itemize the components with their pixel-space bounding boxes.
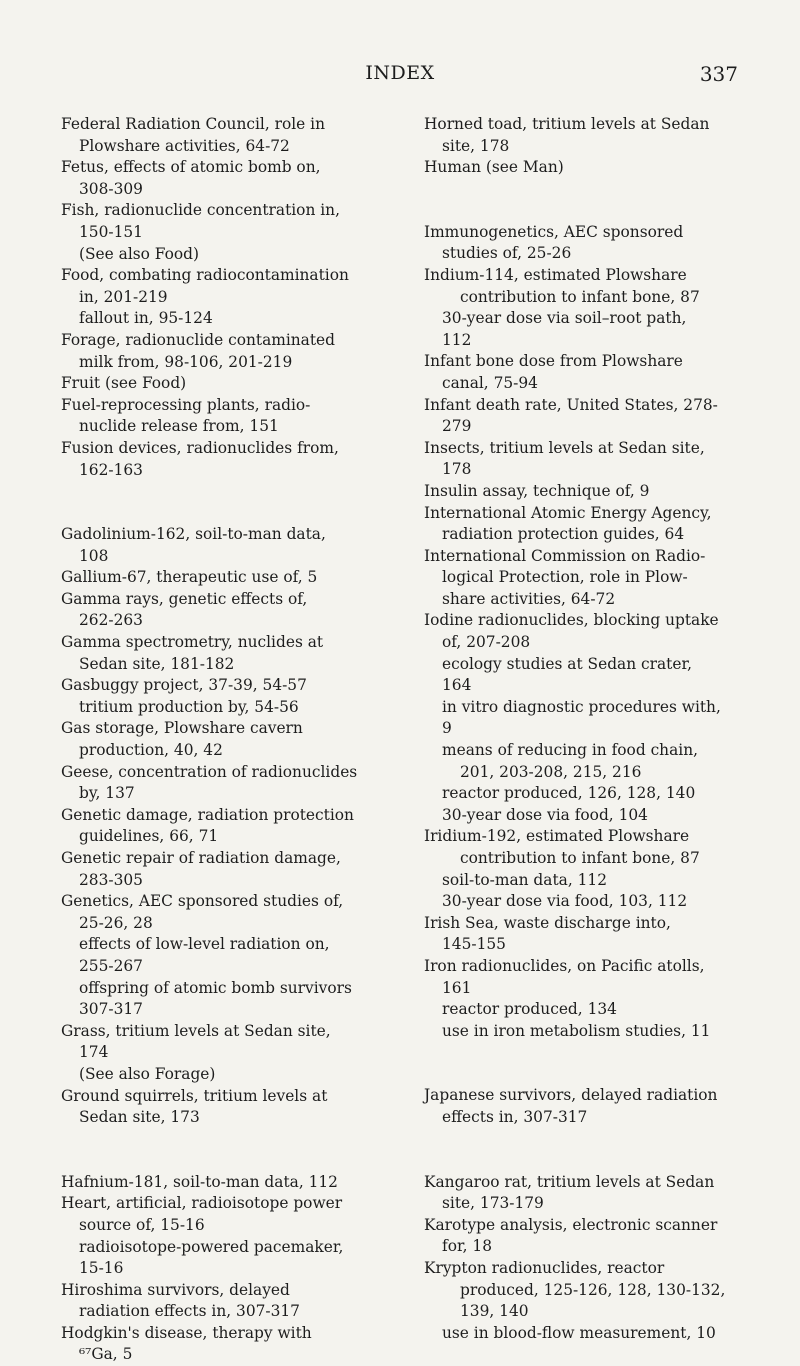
index-subentry: 30-year dose via soil–root path,: [442, 309, 687, 328]
index-entry: Fruit (see Food): [61, 374, 187, 393]
index-entry: Iodine radionuclides, blocking uptake: [424, 611, 719, 630]
index-entry: Forage, radionuclide contaminated: [61, 330, 336, 349]
index-column-left: [61, 114, 401, 1366]
index-entry: Genetic damage, radiation protection: [61, 805, 354, 824]
index-entry: Geese, concentration of radionuclides: [61, 762, 358, 781]
index-subentry: 15-16: [79, 1259, 124, 1278]
index-subentry: 308-309: [79, 179, 143, 198]
index-section-i: [424, 222, 754, 1043]
index-column-right: [424, 114, 754, 1344]
index-subentry: nuclide release from, 151: [79, 417, 279, 436]
index-subentry: site, 173-179: [442, 1194, 544, 1213]
section-gap: [61, 1129, 401, 1172]
index-entry: Infant bone dose from Plowshare: [424, 352, 683, 371]
index-entry: Gadolinium-162, soil-to-man data,: [61, 525, 326, 544]
index-entry: Iron radionuclides, on Pacific atolls,: [424, 956, 705, 975]
index-subentry: 150-151: [79, 222, 143, 241]
index-subentry: milk from, 98-106, 201-219: [79, 352, 293, 371]
index-entry: Gasbuggy project, 37-39, 54-57: [61, 676, 307, 695]
index-subentry: Sedan site, 173: [79, 1108, 200, 1127]
section-gap: [424, 1042, 754, 1085]
index-entry: Food, combating radiocontamination: [61, 266, 349, 285]
index-entry: Irish Sea, waste discharge into,: [424, 913, 671, 932]
index-subentry: for, 18: [442, 1237, 492, 1256]
index-entry: Fish, radionuclide concentration in,: [61, 201, 340, 220]
index-subentry: share activities, 64-72: [442, 589, 616, 608]
section-gap: [424, 179, 754, 222]
index-entry: Gamma rays, genetic effects of,: [61, 589, 308, 608]
index-subentry: 164: [442, 676, 472, 695]
index-entry: Genetic repair of radiation damage,: [61, 849, 341, 867]
index-section-j: [424, 1085, 754, 1128]
index-section-k: [424, 1172, 754, 1345]
index-entry: Heart, artificial, radioisotope power: [61, 1194, 343, 1213]
index-entry: International Atomic Energy Agency,: [424, 503, 712, 522]
index-subentry: 178: [442, 460, 472, 479]
index-subentry: ecology studies at Sedan crater,: [442, 654, 693, 673]
index-subentry: 255-267: [79, 956, 143, 975]
index-section-h: [61, 1172, 401, 1366]
index-entry: Hodgkin's disease, therapy with: [61, 1323, 312, 1342]
index-subentry: 25-26, 28: [79, 913, 153, 932]
index-subentry: 162-163: [79, 460, 143, 479]
index-subentry: Plowshare activities, 64-72: [79, 136, 290, 155]
index-subentry: use in blood-flow measurement, 10: [442, 1323, 716, 1342]
index-subentry: 262-263: [79, 611, 143, 630]
index-subentry: guidelines, 66, 71: [79, 827, 219, 846]
index-subentry: contribution to infant bone, 87: [460, 287, 700, 306]
index-subentry: source of, 15-16: [79, 1215, 205, 1234]
index-subentry: 112: [442, 330, 472, 349]
index-subentry: 161: [442, 978, 472, 997]
index-entry: Ground squirrels, tritium levels at: [61, 1086, 328, 1105]
index-subentry: Sedan site, 181-182: [79, 654, 235, 673]
index-subentry: in, 201-219: [79, 287, 168, 306]
index-entry: Federal Radiation Council, role in: [61, 115, 325, 133]
index-subentry: 30-year dose via food, 104: [442, 805, 648, 824]
index-entry: Fusion devices, radionuclides from,: [61, 438, 339, 457]
index-subentry: studies of, 25-26: [442, 244, 572, 263]
index-entry: Genetics, AEC sponsored studies of,: [61, 892, 344, 911]
index-section-g: [61, 524, 401, 1129]
index-subentry: by, 137: [79, 784, 135, 803]
index-entry: Insects, tritium levels at Sedan site,: [424, 438, 705, 457]
index-entry: Indium-114, estimated Plowshare: [424, 265, 687, 284]
index-subentry: logical Protection, role in Plow-: [442, 568, 688, 587]
index-subentry: radiation protection guides, 64: [442, 525, 685, 544]
index-subentry: 145-155: [442, 935, 506, 954]
index-subentry: contribution to infant bone, 87: [460, 849, 700, 867]
index-subentry: (See also Forage): [79, 1064, 216, 1083]
index-subentry: 283-305: [79, 870, 143, 889]
index-subentry: (See also Food): [79, 244, 200, 263]
index-entry: Horned toad, tritium levels at Sedan: [424, 115, 710, 133]
index-subentry: produced, 125-126, 128, 130-132,: [460, 1280, 726, 1299]
index-entry: Gallium-67, therapeutic use of, 5: [61, 568, 318, 587]
index-subentry: reactor produced, 134: [442, 1000, 617, 1019]
index-subentry: soil-to-man data, 112: [442, 870, 607, 889]
index-entry: Gas storage, Plowshare cavern: [61, 719, 303, 738]
index-entry: Infant death rate, United States, 278-: [424, 395, 718, 414]
index-subentry: 108: [79, 546, 109, 565]
index-subentry: fallout in, 95-124: [79, 309, 213, 328]
index-section-f: [61, 114, 401, 481]
index-subentry: production, 40, 42: [79, 741, 223, 760]
index-subentry: radiation effects in, 307-317: [79, 1302, 300, 1321]
index-subentry: 9: [442, 719, 452, 738]
index-entry: Immunogenetics, AEC sponsored: [424, 222, 684, 241]
index-subentry: 30-year dose via food, 103, 112: [442, 892, 688, 911]
index-subentry: canal, 75-94: [442, 373, 538, 392]
index-entry: Hiroshima survivors, delayed: [61, 1280, 290, 1299]
section-gap: [424, 1129, 754, 1172]
index-entry: International Commission on Radio-: [424, 546, 706, 565]
index-subentry: effects of low-level radiation on,: [79, 935, 330, 954]
index-subentry: in vitro diagnostic procedures with,: [442, 697, 721, 716]
index-subentry: 201, 203-208, 215, 216: [460, 762, 642, 781]
index-entry: Japanese survivors, delayed radiation: [424, 1086, 718, 1105]
index-subentry: reactor produced, 126, 128, 140: [442, 784, 696, 803]
index-entry: Insulin assay, technique of, 9: [424, 481, 650, 500]
index-subentry: means of reducing in food chain,: [442, 741, 698, 760]
index-entry: Grass, tritium levels at Sedan site,: [61, 1021, 331, 1040]
index-entry: Krypton radionuclides, reactor: [424, 1258, 665, 1277]
index-entry: Human (see Man): [424, 158, 564, 177]
index-subentry: radioisotope-powered pacemaker,: [79, 1237, 344, 1256]
index-subentry: use in iron metabolism studies, 11: [442, 1021, 711, 1040]
index-subentry: 279: [442, 417, 472, 436]
index-entry: Karotype analysis, electronic scanner: [424, 1215, 718, 1234]
index-subentry: offspring of atomic bomb survivors: [79, 978, 352, 997]
index-subentry: effects in, 307-317: [442, 1107, 588, 1126]
index-subentry: 174: [79, 1043, 109, 1062]
index-subentry: of, 207-208: [442, 633, 531, 652]
page-header-title: INDEX: [365, 62, 435, 84]
section-gap: [61, 481, 401, 524]
index-entry: Hafnium-181, soil-to-man data, 112: [61, 1172, 338, 1191]
index-entry: Fuel-reprocessing plants, radio-: [61, 395, 311, 414]
page-number: 337: [699, 62, 738, 86]
index-entry: Kangaroo rat, tritium levels at Sedan: [424, 1172, 715, 1191]
index-subentry: site, 178: [442, 136, 510, 155]
index-entry: Iridium-192, estimated Plowshare: [424, 827, 690, 846]
index-subentry: tritium production by, 54-56: [79, 697, 299, 716]
index-section-h: [424, 114, 754, 179]
index-subentry: 139, 140: [460, 1302, 529, 1321]
index-subentry: 307-317: [79, 1000, 143, 1019]
index-entry: Gamma spectrometry, nuclides at: [61, 633, 324, 652]
index-entry: Fetus, effects of atomic bomb on,: [61, 158, 321, 177]
index-subentry: ⁶⁷Ga, 5: [79, 1345, 133, 1364]
